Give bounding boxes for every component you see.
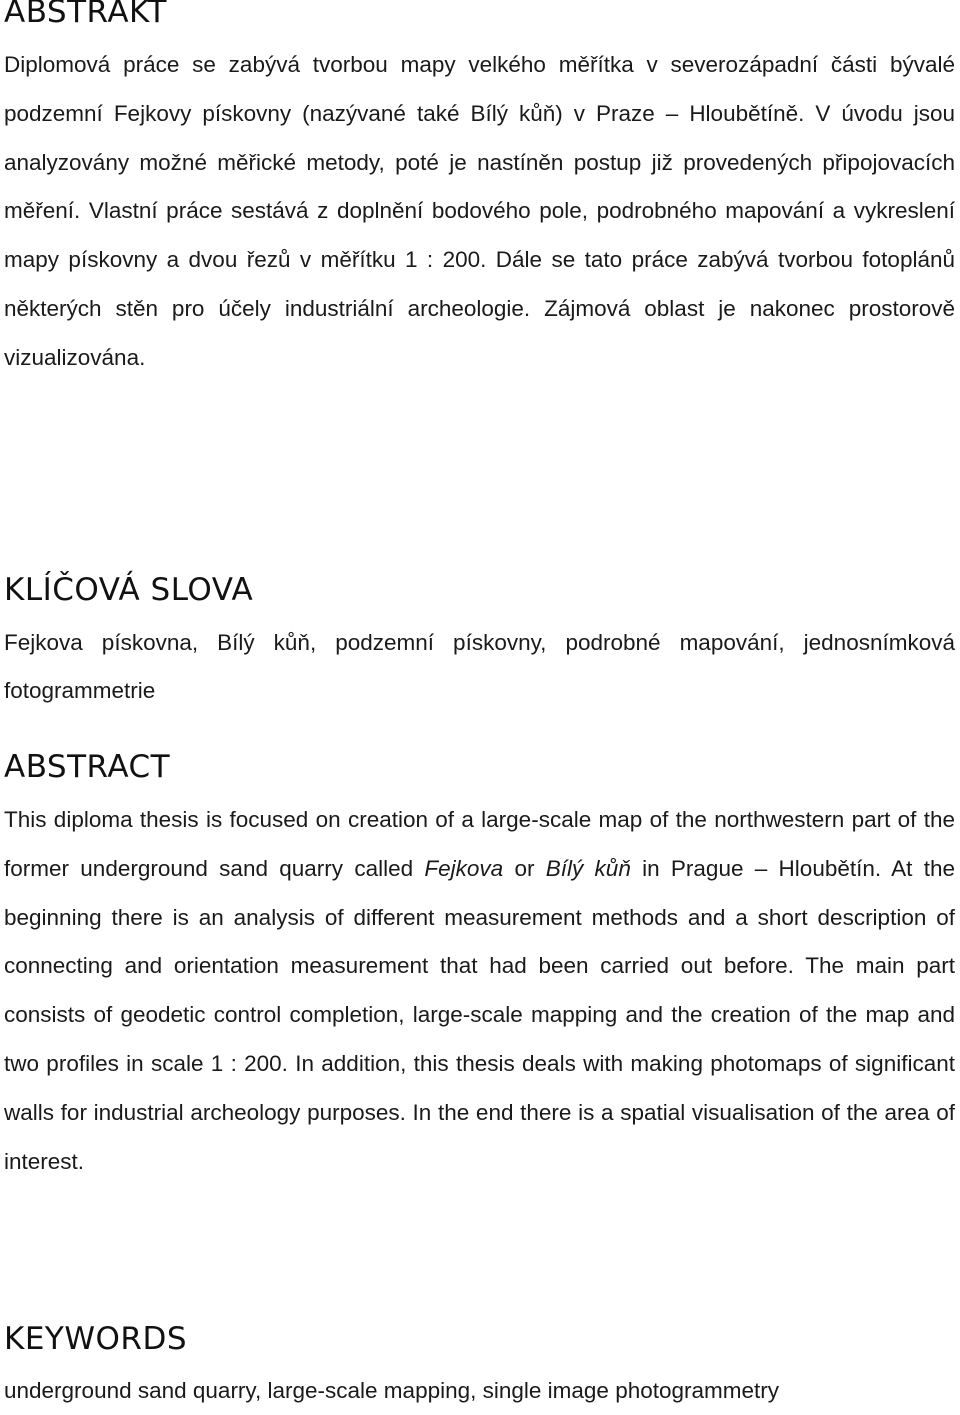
abstract-heading: ABSTRACT [4,749,171,785]
abstract-text-part-1: This diploma thesis is focused on creation of a large-scale map of the northwestern part of the former underground sand quarry called [4,807,955,881]
klicova-slova-heading: KLÍČOVÁ SLOVA [4,572,254,608]
abstract-quarry-name-bily-kun: Bílý kůň [545,855,631,881]
abstract-text-part-3: in Prague – Hloubětín. At the beginning there is an analysis of different measurement methods and a short description of connecting and orientation measurement that had been carried out before. The main part consists of geodetic control completion, large-scale mapping and the creation of the map and two profiles in scale 1 : 200. In addition, this thesis deals with making photomaps of significant walls for industrial archeology purposes. In the end there is a spatial visualisation of the area of interest. [4,855,955,1174]
abstrakt-paragraph: Diplomová práce se zabývá tvorbou mapy velkého měřítka v severozápadní části bývalé podzemní Fejkovy pískovny (nazývané také Bílý kůň) v Praze – Hloubětíně. V úvodu jsou analyzovány možné měřické metody, poté je nastíněn postup již provedených připojovacích měření. Vlastní práce sestává z doplnění bodového pole, podrobného mapování a vykreslení mapy pískovny a dvou řezů v měřítku 1 : 200. Dále se tato práce zabývá tvorbou fotoplánů některých stěn pro účely industriální archeologie. Zájmová oblast je nakonec prostorově vizualizována. [4,52,955,370]
abstract-quarry-name-fejkova: Fejkova [424,855,504,881]
abstrakt-heading: ABSTRAKT [4,0,167,30]
klicova-slova-paragraph: Fejkova pískovna, Bílý kůň, podzemní pískovny, podrobné mapování, jednosnímková fotogrammetrie [4,630,955,703]
abstract-paragraph [4,796,955,1186]
abstract-text-part-2: or [503,855,546,881]
keywords-paragraph: underground sand quarry, large-scale mapping, single image photogrammetry [4,1378,780,1403]
keywords-heading: KEYWORDS [4,1321,187,1357]
